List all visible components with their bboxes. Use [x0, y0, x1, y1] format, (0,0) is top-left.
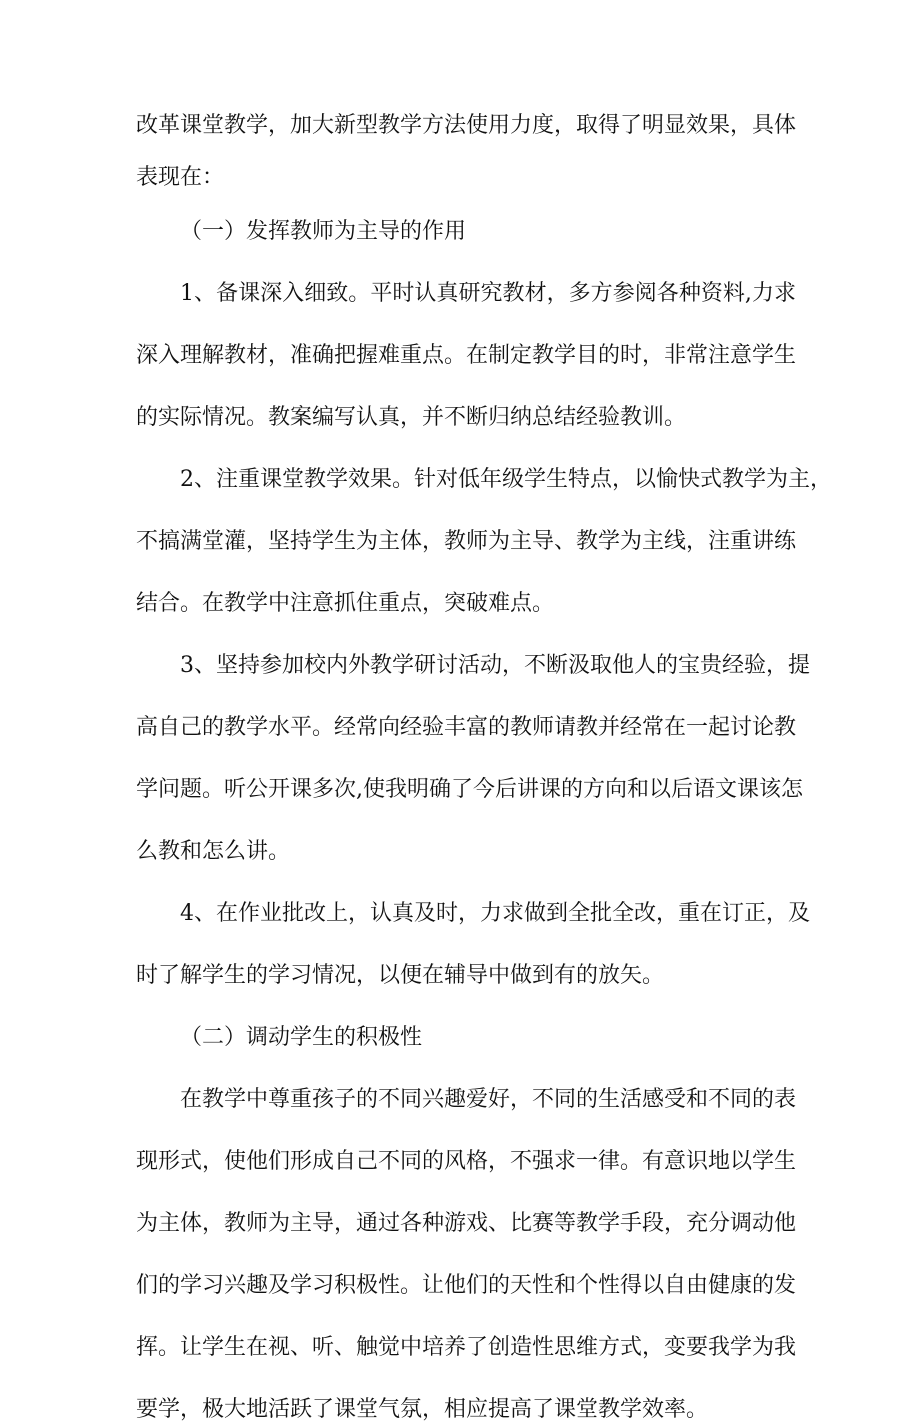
section-heading: （一）发挥教师为主导的作用 — [180, 219, 467, 244]
text-line: 改革课堂教学，加大新型教学方法使用力度，取得了明显效果，具体 — [136, 113, 797, 138]
text-line: 学问题。听公开课多次,使我明确了今后讲课的方向和以后语文课该怎 — [136, 777, 803, 802]
text-line: 现形式，使他们形成自己不同的风格，不强求一律。有意识地以学生 — [136, 1149, 797, 1174]
text-line: 为主体，教师为主导，通过各种游戏、比赛等教学手段，充分调动他 — [136, 1211, 797, 1236]
text-line: 要学，极大地活跃了课堂气氛，相应提高了课堂教学效率。 — [136, 1397, 709, 1422]
text-line: 2、注重课堂教学效果。针对低年级学生特点，以愉快式教学为主， — [180, 467, 832, 492]
text-line: 4、在作业批改上，认真及时，力求做到全批全改，重在订正，及 — [180, 901, 810, 926]
text-line: 在教学中尊重孩子的不同兴趣爱好，不同的生活感受和不同的表 — [180, 1087, 797, 1112]
text-line: 高自己的教学水平。经常向经验丰富的教师请教并经常在一起讨论教 — [136, 715, 797, 740]
text-line: 1、备课深入细致。平时认真研究教材，多方参阅各种资料,力求 — [180, 281, 796, 306]
section-heading: （二）调动学生的积极性 — [180, 1025, 423, 1050]
text-line: 不搞满堂灌，坚持学生为主体，教师为主导、教学为主线，注重讲练 — [136, 529, 797, 554]
text-line: 么教和怎么讲。 — [136, 839, 291, 864]
document-body — [136, 112, 832, 1424]
text-line: 3、坚持参加校内外教学研讨活动，不断汲取他人的宝贵经验，提 — [180, 653, 810, 678]
text-line: 表现在： — [136, 165, 225, 190]
text-line: 们的学习兴趣及学习积极性。让他们的天性和个性得以自由健康的发 — [136, 1273, 797, 1298]
text-line: 深入理解教材，准确把握难重点。在制定教学目的时，非常注意学生 — [136, 343, 797, 368]
text-line: 结合。在教学中注意抓住重点，突破难点。 — [136, 591, 555, 616]
text-line: 挥。让学生在视、听、触觉中培养了创造性思维方式，变要我学为我 — [136, 1335, 797, 1360]
text-line: 的实际情况。教案编写认真，并不断归纳总结经验教训。 — [136, 405, 687, 430]
text-line: 时了解学生的学习情况，以便在辅导中做到有的放矢。 — [136, 963, 665, 988]
